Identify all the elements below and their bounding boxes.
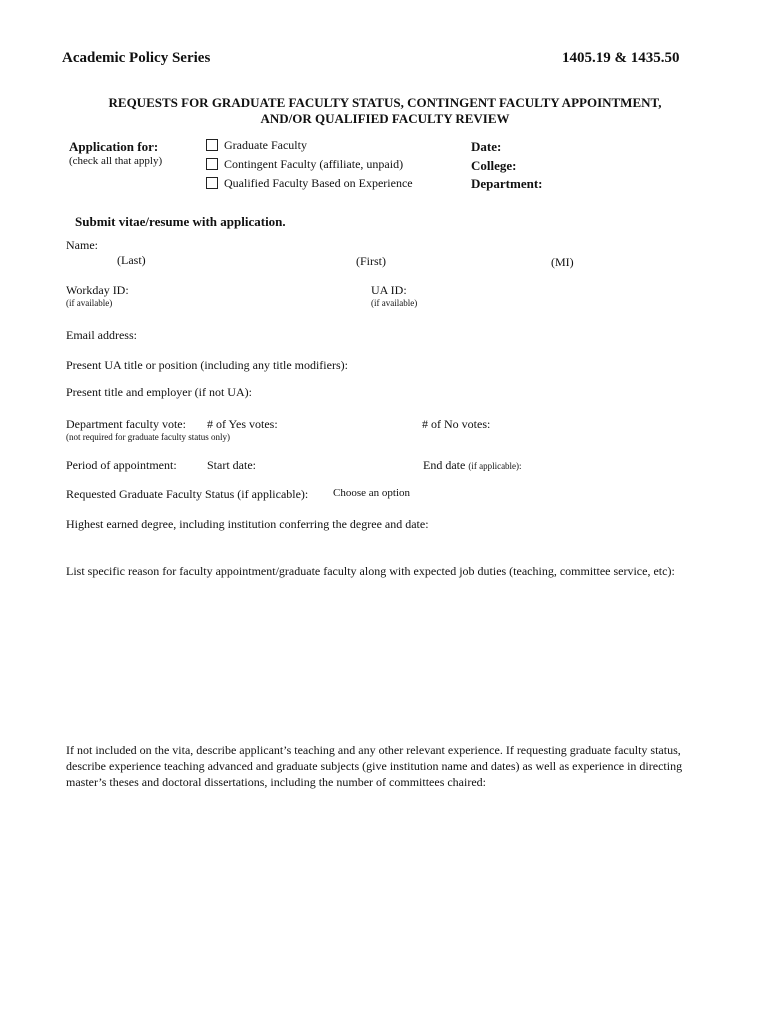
end-date-text: End date bbox=[423, 458, 466, 472]
faculty-vote-label: Department faculty vote: bbox=[66, 417, 186, 431]
end-date-hint: (if applicable): bbox=[468, 461, 522, 471]
form-title bbox=[0, 95, 770, 127]
workday-id-hint: (if available) bbox=[66, 298, 113, 308]
workday-id-label: Workday ID: bbox=[66, 283, 129, 297]
application-hint: (check all that apply) bbox=[69, 155, 163, 167]
requested-status-label: Requested Graduate Faculty Status (if applicable): bbox=[66, 487, 309, 501]
form-title-line1: REQUESTS FOR GRADUATE FACULTY STATUS, CONTINGENT FACULTY APPOINTMENT, bbox=[108, 95, 662, 110]
end-date-label bbox=[423, 458, 522, 473]
checkbox-qualified-faculty[interactable] bbox=[206, 177, 218, 189]
policy-series: Academic Policy Series bbox=[62, 50, 211, 66]
experience-label: If not included on the vita, describe applicant’s teaching and any other relevant experience. If requesting graduate faculty status, describe experience teaching advanced and graduate subjects (give institution name and dates) as well as experience in directing master’s theses and doctoral dissertations, including the number of committees chaired: bbox=[66, 743, 683, 789]
department-label: Department: bbox=[471, 176, 543, 191]
other-title-label: Present title and employer (if not UA): bbox=[66, 385, 252, 399]
name-label: Name: bbox=[66, 238, 98, 252]
option-qualified-faculty-label: Qualified Faculty Based on Experience bbox=[224, 176, 413, 190]
degree-label: Highest earned degree, including institution conferring the degree and date: bbox=[66, 517, 429, 531]
form-title-line2: AND/OR QUALIFIED FACULTY REVIEW bbox=[260, 111, 510, 126]
option-graduate-faculty[interactable] bbox=[206, 138, 307, 153]
application-label: Application for: bbox=[69, 139, 159, 154]
name-mi-label: (MI) bbox=[551, 255, 574, 269]
option-contingent-faculty[interactable] bbox=[206, 157, 403, 172]
option-qualified-faculty[interactable] bbox=[206, 176, 413, 191]
ua-id-hint: (if available) bbox=[371, 298, 418, 308]
college-label: College: bbox=[471, 158, 517, 173]
reason-label: List specific reason for faculty appointment/graduate faculty along with expected job duties (teaching, committee service, etc): bbox=[66, 564, 675, 578]
checkbox-graduate-faculty[interactable] bbox=[206, 139, 218, 151]
ua-id-label: UA ID: bbox=[371, 283, 407, 297]
vote-hint: (not required for graduate faculty status only) bbox=[66, 432, 230, 442]
ua-title-label: Present UA title or position (including any title modifiers): bbox=[66, 358, 348, 372]
email-label: Email address: bbox=[66, 328, 137, 342]
policy-number: 1405.19 & 1435.50 bbox=[562, 50, 680, 66]
yes-votes-label: # of Yes votes: bbox=[207, 417, 278, 431]
checkbox-contingent-faculty[interactable] bbox=[206, 158, 218, 170]
requested-status-select[interactable]: Choose an option bbox=[333, 487, 410, 499]
name-first-label: (First) bbox=[356, 254, 386, 268]
option-graduate-faculty-label: Graduate Faculty bbox=[224, 138, 307, 152]
no-votes-label: # of No votes: bbox=[422, 417, 491, 431]
submit-vitae-note: Submit vitae/resume with application. bbox=[75, 214, 286, 229]
period-label: Period of appointment: bbox=[66, 458, 177, 472]
name-last-label: (Last) bbox=[117, 253, 146, 267]
start-date-label: Start date: bbox=[207, 458, 256, 472]
option-contingent-faculty-label: Contingent Faculty (affiliate, unpaid) bbox=[224, 157, 404, 171]
date-label: Date: bbox=[471, 139, 502, 154]
